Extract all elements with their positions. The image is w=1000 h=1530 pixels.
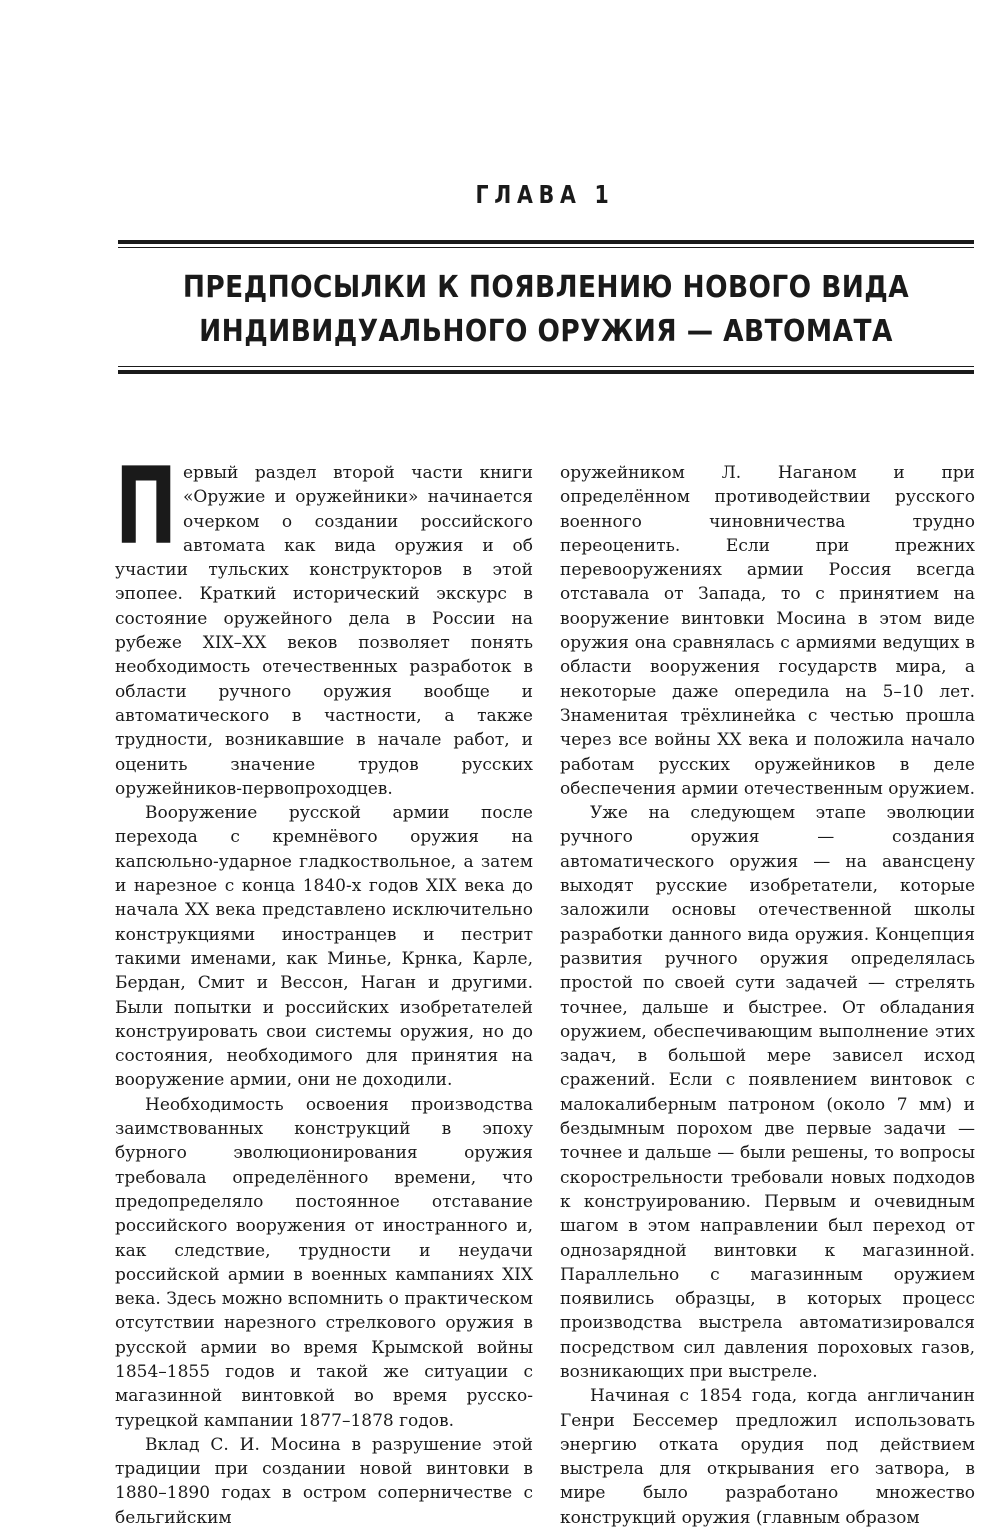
paragraph-text: ервый раздел второй части книги «Оружие и оружейники» начинается очерком о создании российского автомата как вида оружия и об участии тульских конструкторов в этой эпопее. Краткий исторический экскурс в состояние оружейного дела в России на рубеже XIX–XX веков позволяет понять необходимость отечественных разработок в области ручного оружия вообще и автоматического в частности, а также трудности, возникавшие в начале работ, и оценить значение трудов русских оружейников-первопроходцев. xyxy=(115,463,533,799)
paragraph: Уже на следующем этапе эволюции ручного оружия — создания автоматического оружия — на авансцену выходят русские изобретатели, которые заложили основы отечественной школы разработки данного вида оружия. Концепция развития ручного оружия определялась простой по своей сути задачей — стрелять точнее, дальше и быстрее. От обладания оружием, обеспечивающим выполнение этих задач, в большой мере зависел исход сражений. Если с появлением винтовок с малокалиберным патроном (около 7 мм) и бездымным порохом две первые задачи — точнее и дальше — были решены, то вопросы скорострельности требовали новых подходов к конструированию. Первым и очевидным шагом в этом направлении был переход от однозарядной винтовки к магазинной. Параллельно с магазинным оружием появились образцы, в которых процесс производства выстрела автоматизировался посредством сил давления пороховых газов, возникающих при выстреле. xyxy=(560,803,975,1382)
chapter-title-line-1: ПРЕДПОСЫЛКИ К ПОЯВЛЕНИЮ НОВОГО ВИДА xyxy=(182,270,910,305)
paragraph: Начиная с 1854 года, когда англичанин Генри Бессемер предложил использовать энергию отката орудия под действием выстрела для открывания его затвора, в мире было разработано множество конструкций оружия (главным образом xyxy=(560,1386,975,1528)
top-double-rule xyxy=(118,240,974,248)
paragraph: Вооружение русской армии после перехода с кремнёвого оружия на капсюльно-ударное гладкоствольное, а затем и нарезное с конца 1840-х годов XIX века до начала XX века представлено исключительно конструкциями иностранцев и пестрит такими именами, как Минье, Крнка, Карле, Бердан, Смит и Вессон, Наган и другими. Были попытки и российских изобретателей конструировать свои системы оружия, но до состояния, необходимого для принятия на вооружение армии, они не доходили. xyxy=(115,803,533,1091)
paragraph xyxy=(115,445,533,801)
right-column xyxy=(560,461,975,1530)
paragraph: Необходимость освоения производства заимствованных конструкций в эпоху бурного эволюционирования оружия требовала определённого времени, что предопределяло постоянное отставание российского вооружения от иностранного и, как следствие, трудности и неудачи российской армии в военных кампаниях XIX века. Здесь можно вспомнить о практическом отсутствии нарезного стрелкового оружия в русской армии во время Крымской войны 1854–1855 годов и такой же ситуации с магазинной винтовкой во время русско-турецкой кампании 1877–1878 годов. xyxy=(115,1094,533,1431)
chapter-title xyxy=(169,266,922,354)
drop-cap: П xyxy=(115,445,178,568)
bottom-double-rule xyxy=(118,366,974,374)
paragraph: Вклад С. И. Мосина в разрушение этой традиции при создании новой винтовки в 1880–1890 годах в остром соперничестве с бельгийским xyxy=(115,1434,533,1528)
left-column xyxy=(115,445,533,1530)
paragraph: оружейником Л. Наганом и при определённом противодействии русского военного чиновничества трудно переоценить. Если при прежних перевооружениях армии Россия всегда отставала от Запада, то с принятием на вооружение винтовки Мосина в этом виде оружия она сравнялась с армиями ведущих в области вооружения государств мира, а некоторые даже опередила на 5–10 лет. Знаменитая трёхлинейка с честью прошла через все войны XX века и положила начало работам русских оружейников в деле обеспечения армии отечественным оружием. xyxy=(560,463,975,799)
chapter-title-line-2: ИНДИВИДУАЛЬНОГО ОРУЖИЯ — АВТОМАТА xyxy=(199,314,893,349)
chapter-label: ГЛАВА 1 xyxy=(475,180,615,209)
